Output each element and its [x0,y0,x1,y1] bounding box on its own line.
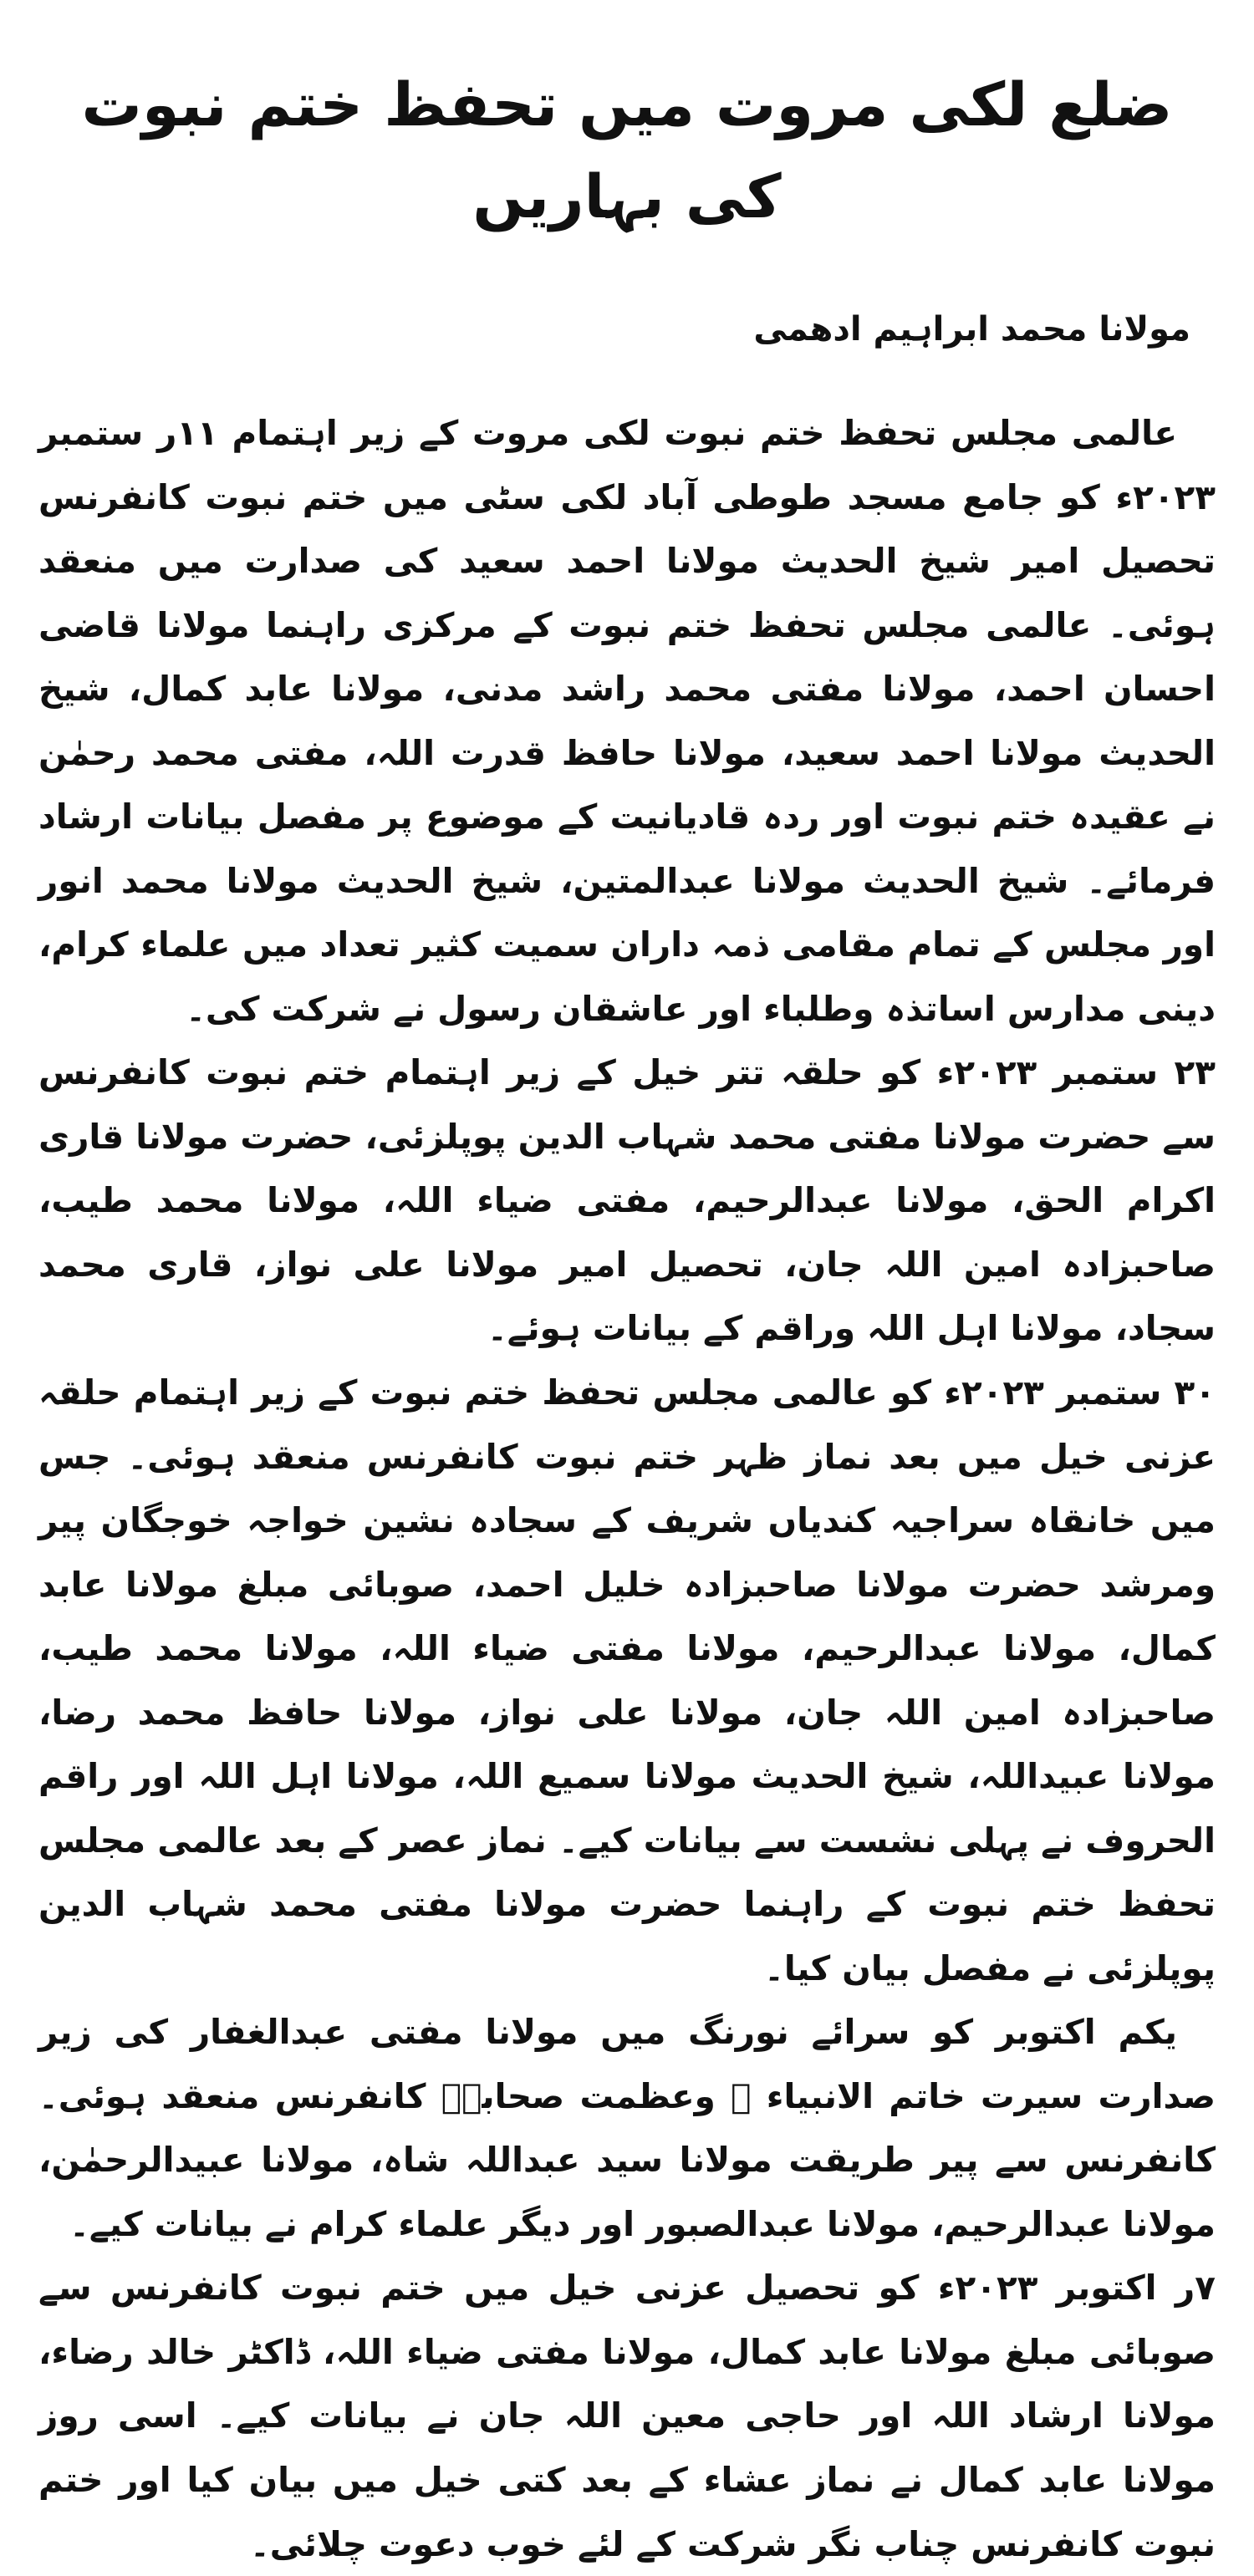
paragraph-laki-city-conference: عالمی مجلس تحفظ ختم نبوت لکی مروت کے زیر اہتمام ۱۱ر ستمبر ۲۰۲۳ء کو جامع مسجد طوطی آباد لکی سٹی میں ختم نبوت کانفرنس تحصیل امیر شیخ الحدیث مولانا احمد سعید کی صدارت میں منعقد ہوئی۔ عالمی مجلس تحفظ ختم نبوت کے مرکزی راہنما مولانا قاضی احسان احمد، مولانا مفتی محمد راشد مدنی، مولانا عابد کمال، شیخ الحدیث مولانا احمد سعید، مولانا حافظ قدرت اللہ، مفتی محمد رحمٰن نے عقیدہ ختم نبوت اور ردہ قادیانیت کے موضوع پر مفصل بیانات ارشاد فرمائے۔ شیخ الحدیث مولانا عبدالمتین، شیخ الحدیث مولانا محمد انور اور مجلس کے تمام مقامی ذمہ داران سمیت کثیر تعداد میں علماء کرام، دینی مدارس اساتذہ وطلباء اور عاشقان رسول نے شرکت کی۔ [38,413,1216,1029]
paragraph-tehsil-azni-khel-conference: ۷ر اکتوبر ۲۰۲۳ء کو تحصیل عزنی خیل میں ختم نبوت کانفرنس سے صوبائی مبلغ مولانا عابد کمال، مولانا مفتی ضیاء اللہ، ڈاکٹر خالد رضاء، مولانا ارشاد اللہ اور حاجی معین اللہ جان نے بیانات کیے۔ اسی روز مولانا عابد کمال نے نماز عشاء کے بعد کتی خیل میں بیان کیا اور ختم نبوت کانفرنس چناب نگر شرکت کے لئے خوب دعوت چلائی۔ [38,2268,1216,2564]
article-title: ضلع لکی مروت میں تحفظ ختم نبوت کی بہاریں [81,69,1173,232]
paragraph-azni-khel-conference: ۳۰ ستمبر ۲۰۲۳ء کو عالمی مجلس تحفظ ختم نبوت کے زیر اہتمام حلقہ عزنی خیل میں بعد نماز ظہر ختم نبوت کانفرنس منعقد ہوئی۔ جس میں خانقاہ سراجیہ کندیاں شریف کے سجادہ نشین خواجہ خوجگان پیر ومرشد حضرت مولانا صاحبزادہ خلیل احمد، صوبائی مبلغ مولانا عابد کمال، مولانا عبدالرحیم، مولانا مفتی ضیاء اللہ، مولانا محمد طیب، صاحبزادہ امین اللہ جان، مولانا علی نواز، مولانا حافظ محمد رضا، مولانا عبیداللہ، شیخ الحدیث مولانا سمیع اللہ، مولانا اہل اللہ اور راقم الحروف نے پہلی نشست سے بیانات کیے۔ نماز عصر کے بعد عالمی مجلس تحفظ ختم نبوت کے راہنما حضرت مولانا مفتی محمد شہاب الدین پوپلزئی نے مفصل بیان کیا۔ [38,1372,1216,1988]
paragraph-tatar-khel-conference: ۲۳ ستمبر ۲۰۲۳ء کو حلقہ تتر خیل کے زیر اہتمام ختم نبوت کانفرنس سے حضرت مولانا مفتی محمد شہاب الدین پوپلزئی، حضرت مولانا قاری اکرام الحق، مولانا عبدالرحیم، مفتی ضیاء اللہ، مولانا محمد طیب، صاحبزادہ امین اللہ جان، تحصیل امیر مولانا علی نواز، قاری محمد سجاد، مولانا اہل اللہ وراقم کے بیانات ہوئے۔ [38,1052,1216,1349]
author-byline: مولانا محمد ابراہیم ادھمی [753,310,1190,349]
article-body [38,401,1216,2576]
paragraph-sarai-naurang-conference: یکم اکتوبر کو سرائے نورنگ میں مولانا مفتی عبدالغفار کی زیر صدارت سیرت خاتم الانبیاء ﷺ وعظمت صحابہؓ کانفرنس منعقد ہوئی۔ کانفرنس سے پیر طریقت مولانا سید عبداللہ شاہ، مولانا عبیدالرحمٰن، مولانا عبدالرحیم، مولانا عبدالصبور اور دیگر علماء کرام نے بیانات کیے۔ [38,2012,1216,2244]
